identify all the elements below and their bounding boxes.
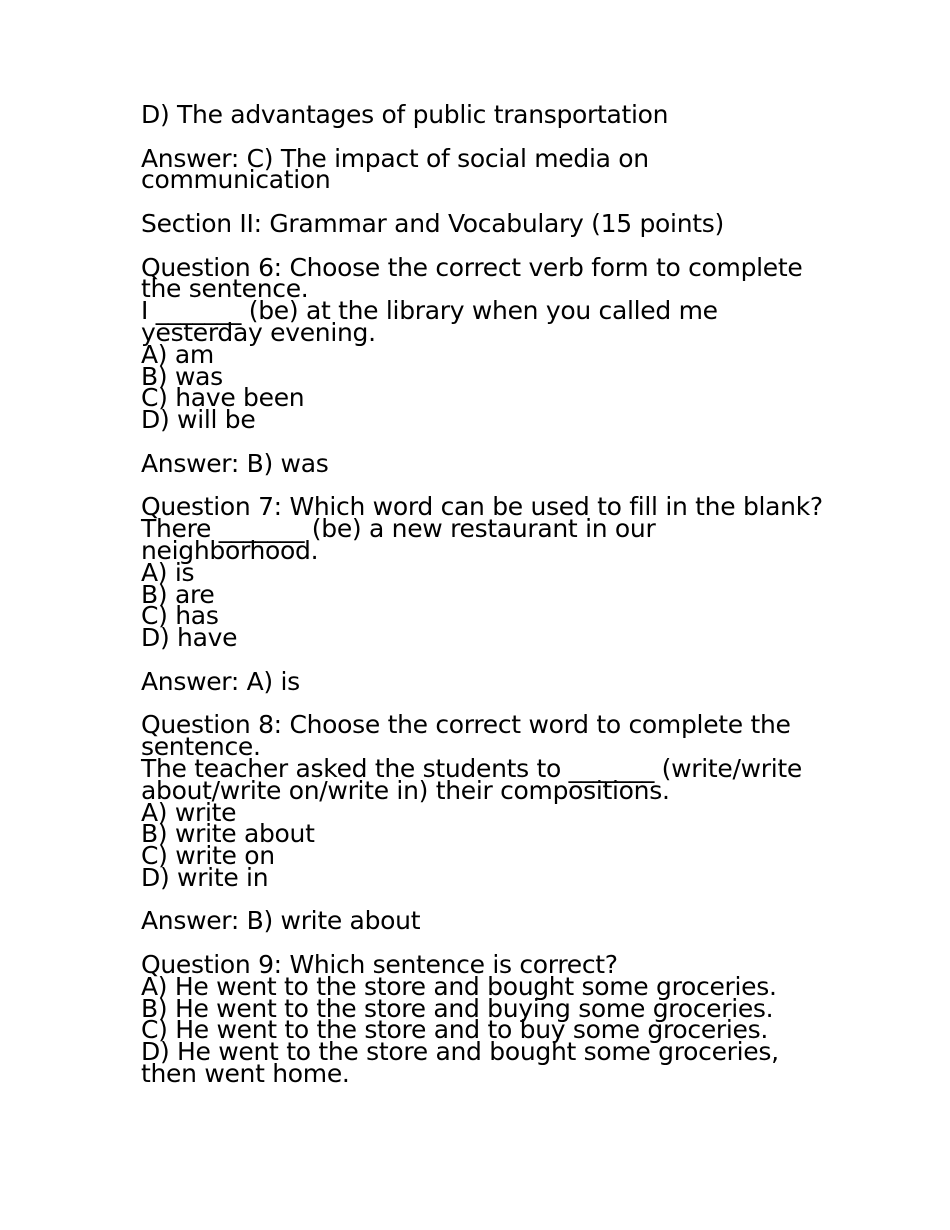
- question-6-answer: [141, 448, 831, 478]
- question-6-option-c: C) have been: [141, 383, 305, 413]
- answer-text: Answer: B) write about: [141, 906, 421, 936]
- question-8-prompt-cont: sentence.: [141, 732, 261, 762]
- answer-text: Answer: B) was: [141, 448, 329, 478]
- question-7-sentence: There _______ (be) a new restaurant in our: [141, 514, 656, 544]
- answer-text: Answer: C) The impact of social media on: [141, 143, 649, 173]
- question-6-option-b: B) was: [141, 361, 223, 391]
- question-6: [141, 252, 831, 435]
- question-7-option-a: A) is: [141, 557, 195, 587]
- question-7-option-d: D) have: [141, 623, 238, 653]
- question-8: [141, 710, 831, 892]
- question-6-prompt: Question 6: Choose the correct verb form to complete: [141, 252, 803, 282]
- question-6-sentence-cont: yesterday evening.: [141, 317, 376, 347]
- question-8-answer: [141, 906, 831, 936]
- section-heading-text: Section II: Grammar and Vocabulary (15 points): [141, 208, 724, 238]
- document-page: [141, 100, 831, 1107]
- prev-question-answer: [141, 143, 831, 195]
- question-6-prompt-cont: the sentence.: [141, 274, 309, 304]
- section-heading: [141, 208, 831, 238]
- question-7-option-c: C) has: [141, 601, 219, 631]
- question-8-sentence-cont: about/write on/write in) their compositions.: [141, 775, 670, 805]
- question-9-option-a: A) He went to the store and bought some groceries.: [141, 971, 777, 1001]
- question-7: [141, 492, 831, 653]
- question-8-option-b: B) write about: [141, 819, 315, 849]
- question-6-sentence: I _______ (be) at the library when you called me: [141, 296, 718, 326]
- question-9-prompt: Question 9: Which sentence is correct?: [141, 950, 618, 980]
- question-8-option-a: A) write: [141, 797, 237, 827]
- question-9-option-b: B) He went to the store and buying some groceries.: [141, 993, 774, 1023]
- answer-text: Answer: A) is: [141, 666, 300, 696]
- question-7-prompt: Question 7: Which word can be used to fill in the blank?: [141, 492, 823, 522]
- prev-question-option-d: [141, 100, 831, 129]
- question-9-option-d-cont: then went home.: [141, 1059, 350, 1089]
- question-8-sentence: The teacher asked the students to _______ (write/write: [141, 753, 802, 783]
- question-9: [141, 950, 831, 1089]
- question-9-option-d: D) He went to the store and bought some groceries,: [141, 1037, 779, 1067]
- question-6-option-a: A) am: [141, 339, 214, 369]
- question-6-option-d: D) will be: [141, 405, 256, 435]
- question-8-option-d: D) write in: [141, 862, 269, 892]
- question-8-option-c: C) write on: [141, 841, 275, 871]
- question-7-sentence-cont: neighborhood.: [141, 535, 319, 565]
- answer-text-cont: communication: [141, 165, 331, 195]
- question-9-option-c: C) He went to the store and to buy some groceries.: [141, 1015, 768, 1045]
- question-7-option-b: B) are: [141, 579, 215, 609]
- question-8-prompt: Question 8: Choose the correct word to complete the: [141, 710, 791, 740]
- question-7-answer: [141, 666, 831, 696]
- option-text: D) The advantages of public transportation: [141, 100, 669, 129]
